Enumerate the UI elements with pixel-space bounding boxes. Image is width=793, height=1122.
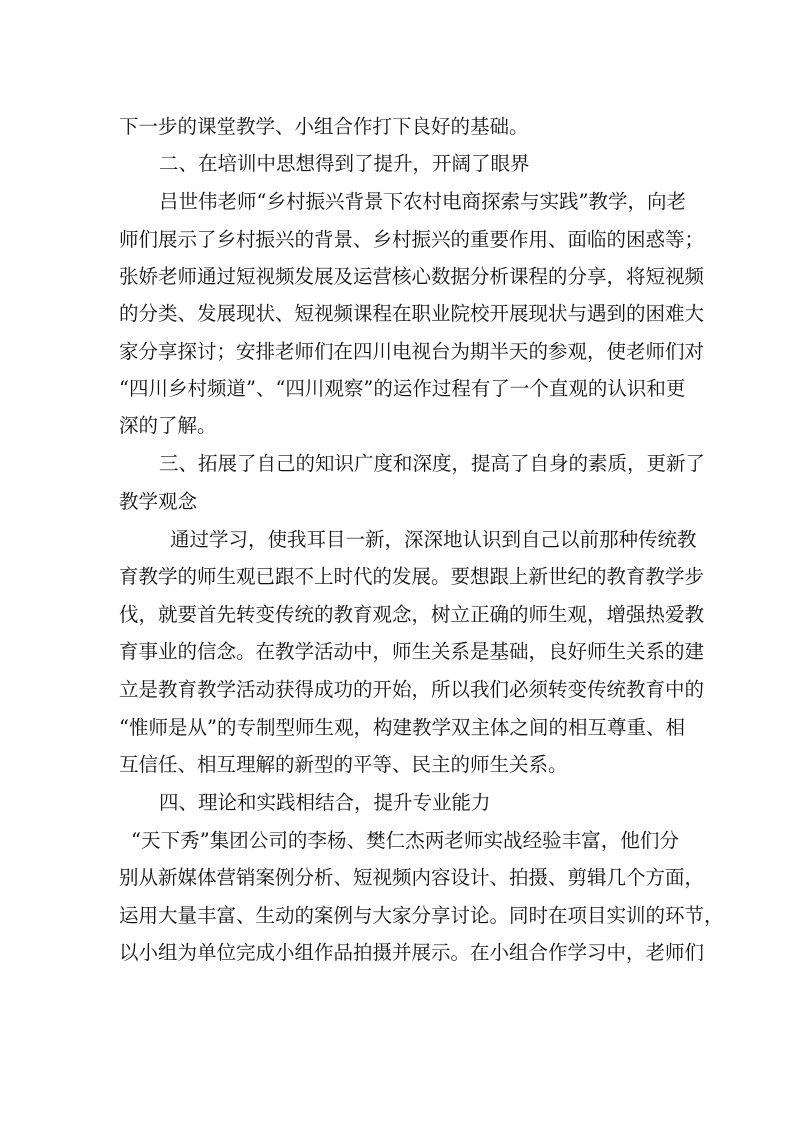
paragraph-line: 以小组为单位完成小组作品拍摄并展示。在小组合作学习中，老师们 xyxy=(119,941,705,964)
paragraph-line: 育教学的师生观已跟不上时代的发展。要想跟上新世纪的教育教学步 xyxy=(119,565,705,588)
paragraph-line: 育事业的信念。在教学活动中，师生关系是基础，良好师生关系的建 xyxy=(119,640,705,663)
paragraph-line: “惟师是从”的专制型师生观，构建教学双主体之间的相互尊重、相 xyxy=(119,716,685,739)
section-heading-3-cont: 教学观念 xyxy=(119,490,198,513)
section-heading-2: 二、在培训中思想得到了提升，开阔了眼界 xyxy=(159,152,530,175)
paragraph-line: 伐，就要首先转变传统的教育观念，树立正确的师生观，增强热爱教 xyxy=(119,603,705,626)
paragraph-line: “天下秀”集团公司的李杨、樊仁杰两老师实战经验丰富，他们分 xyxy=(131,829,679,852)
paragraph-line: 的分类、发展现状、短视频课程在职业院校开展现状与遇到的困难大 xyxy=(119,302,705,325)
paragraph-line: 家分享探讨；安排老师们在四川电视台为期半天的参观，使老师们对 xyxy=(119,340,705,363)
paragraph-line: 别从新媒体营销案例分析、短视频内容设计、拍摄、剪辑几个方面， xyxy=(119,866,705,889)
paragraph-line: 下一步的课堂教学、小组合作打下良好的基础。 xyxy=(119,115,529,138)
paragraph-line: “四川乡村频道”、“四川观察”的运作过程有了一个直观的认识和更 xyxy=(119,377,686,400)
paragraph-line: 互信任、相互理解的新型的平等、民主的师生关系。 xyxy=(119,753,568,776)
paragraph-line: 深的了解。 xyxy=(119,414,217,437)
paragraph-line: 吕世伟老师“乡村振兴背景下农村电商探索与实践”教学，向老 xyxy=(159,190,686,213)
paragraph-line: 师们展示了乡村振兴的背景、乡村振兴的重要作用、面临的困惑等； xyxy=(119,228,705,251)
paragraph-line: 立是教育教学活动获得成功的开始，所以我们必须转变传统教育中的 xyxy=(119,678,705,701)
paragraph-line: 通过学习，使我耳目一新，深深地认识到自己以前那种传统教 xyxy=(170,528,697,551)
section-heading-3: 三、拓展了自己的知识广度和深度，提高了自身的素质，更新了 xyxy=(159,452,706,475)
section-heading-4: 四、理论和实践相结合，提升专业能力 xyxy=(159,791,491,814)
paragraph-line: 运用大量丰富、生动的案例与大家分享讨论。同时在项目实训的环节， xyxy=(119,904,724,927)
paragraph-line: 张娇老师通过短视频发展及运营核心数据分析课程的分享，将短视频 xyxy=(119,265,705,288)
